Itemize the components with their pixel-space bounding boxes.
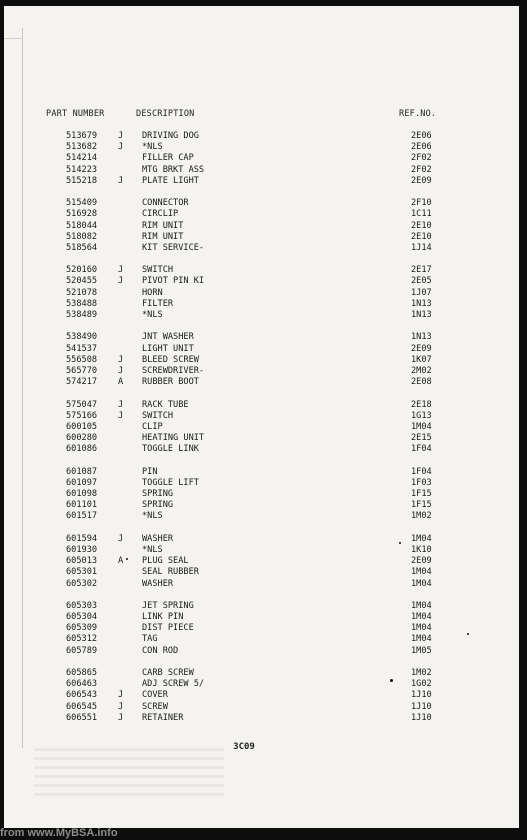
ref-number-cell: 1F03: [411, 477, 432, 488]
description-cell: SWITCH: [142, 410, 174, 421]
part-number-cell: 605304: [66, 612, 98, 623]
table-row: [4, 165, 519, 176]
ref-number-cell: 1F04: [411, 466, 432, 477]
ref-number-cell: 1M04: [411, 623, 432, 634]
description-cell: ADJ SCREW 5/: [142, 679, 205, 690]
table-row: [4, 478, 519, 489]
ref-number-cell: 1K10: [411, 544, 432, 555]
description-cell: TOGGLE LINK: [142, 444, 199, 455]
flag-cell: J: [118, 276, 124, 287]
ref-number-cell: 2E09: [411, 556, 432, 567]
group-gap: [4, 523, 519, 534]
table-row: [4, 232, 519, 243]
table-row: [4, 411, 519, 422]
ref-number-cell: 2F02: [411, 164, 432, 175]
table-row: [4, 668, 519, 679]
part-number-cell: 520455: [66, 276, 98, 287]
table-row: [4, 534, 519, 545]
description-cell: PLUG SEAL: [142, 556, 189, 567]
ref-number-cell: 1M04: [411, 600, 432, 611]
ref-number-cell: 2E06: [411, 142, 432, 153]
part-number-cell: 516928: [66, 209, 98, 220]
part-number-cell: 605789: [66, 645, 98, 656]
ref-number-cell: 1M04: [411, 634, 432, 645]
ref-number-cell: 1N13: [411, 298, 432, 309]
table-row: [4, 176, 519, 187]
speck: [126, 558, 128, 560]
ref-number-cell: 2E18: [411, 399, 432, 410]
ref-number-cell: 1J10: [411, 712, 432, 723]
catalogue-page: [4, 6, 519, 828]
description-cell: RIM UNIT: [142, 220, 184, 231]
ref-number-cell: 2M02: [411, 365, 432, 376]
description-cell: SEAL RUBBER: [142, 567, 199, 578]
table-row: [4, 646, 519, 657]
table-row: [4, 243, 519, 254]
part-number-cell: 518044: [66, 220, 98, 231]
table-row: [4, 634, 519, 645]
table-row: [4, 153, 519, 164]
ref-number-cell: 2E05: [411, 276, 432, 287]
flag-cell: J: [118, 701, 124, 712]
table-row: [4, 612, 519, 623]
part-number-cell: 514223: [66, 164, 98, 175]
ref-number-cell: 1F15: [411, 489, 432, 499]
ref-number-cell: 1G13: [411, 410, 432, 421]
group-gap: [4, 657, 519, 668]
flag-cell: J: [118, 365, 124, 376]
description-cell: DRIVING DOG: [142, 131, 199, 141]
description-cell: CARB SCREW: [142, 668, 194, 678]
description-cell: SPRING: [142, 500, 174, 511]
description-cell: COVER: [142, 690, 168, 701]
flag-cell: J: [118, 131, 124, 141]
flag-cell: J: [118, 712, 124, 723]
table-row: [4, 131, 519, 142]
part-number-cell: 605312: [66, 634, 98, 645]
table-row: [4, 332, 519, 343]
ref-number-cell: 2E15: [411, 433, 432, 444]
part-number-cell: 515218: [66, 175, 98, 186]
group-gap: [4, 590, 519, 601]
description-cell: SPRING: [142, 489, 174, 499]
table-row: [4, 288, 519, 299]
description-cell: LIGHT UNIT: [142, 343, 194, 354]
faint-bleed-through: [34, 748, 224, 798]
ref-number-cell: 1J14: [411, 242, 432, 253]
table-row: [4, 377, 519, 388]
description-cell: CLIP: [142, 421, 163, 432]
footer-watermark: from www.MyBSA.info: [0, 827, 118, 839]
table-row: [4, 623, 519, 634]
description-cell: LINK PIN: [142, 612, 184, 623]
flag-cell: J: [118, 410, 124, 421]
group-gap: [4, 321, 519, 332]
part-number-cell: 601086: [66, 444, 98, 455]
description-cell: CON ROD: [142, 645, 179, 656]
table-row: [4, 567, 519, 578]
description-cell: PIN: [142, 466, 158, 477]
ref-number-cell: 2E09: [411, 175, 432, 186]
table-row: [4, 366, 519, 377]
description-cell: HORN: [142, 287, 163, 298]
table-row: [4, 690, 519, 701]
description-cell: CONNECTOR: [142, 198, 189, 209]
ref-number-cell: 1J10: [411, 701, 432, 712]
group-gap: [4, 455, 519, 466]
part-number-cell: 515409: [66, 198, 98, 209]
part-number-cell: 605302: [66, 578, 98, 589]
table-row: [4, 500, 519, 511]
group-gap: [4, 388, 519, 399]
margin-tick: [4, 38, 22, 39]
description-cell: WASHER: [142, 533, 174, 544]
ref-number-cell: 2E08: [411, 377, 432, 388]
flag-cell: J: [118, 533, 124, 544]
description-cell: FILTER: [142, 298, 174, 309]
table-row: [4, 400, 519, 411]
part-number-cell: 574217: [66, 377, 98, 388]
ref-number-cell: 1F04: [411, 444, 432, 455]
table-row: [4, 467, 519, 478]
speck: [390, 679, 393, 682]
description-cell: SCREW: [142, 701, 168, 712]
table-row: [4, 276, 519, 287]
part-number-cell: 600105: [66, 421, 98, 432]
part-number-cell: 541537: [66, 343, 98, 354]
ref-number-cell: 1J10: [411, 690, 432, 701]
flag-cell: J: [118, 265, 124, 276]
part-number-cell: 605301: [66, 567, 98, 578]
table-row: [4, 142, 519, 153]
description-cell: SCREWDRIVER-: [142, 365, 205, 376]
part-number-cell: 606543: [66, 690, 98, 701]
ref-number-cell: 1M04: [411, 578, 432, 589]
ref-number-cell: 1M02: [411, 668, 432, 678]
table-row: [4, 702, 519, 713]
group-gap: [4, 187, 519, 198]
page-number: 3C09: [233, 742, 255, 752]
ref-number-cell: 1M04: [411, 612, 432, 623]
part-number-cell: 601930: [66, 544, 98, 555]
ref-number-cell: 2F02: [411, 153, 432, 164]
part-number-cell: 518082: [66, 231, 98, 242]
part-number-cell: 605303: [66, 600, 98, 611]
ref-number-cell: 1N13: [411, 310, 432, 320]
part-number-cell: 605013: [66, 556, 98, 567]
ref-number-cell: 2E17: [411, 265, 432, 276]
ref-number-cell: 2E10: [411, 220, 432, 231]
ref-number-cell: 2E09: [411, 343, 432, 354]
table-row: [4, 545, 519, 556]
part-number-cell: 601101: [66, 500, 98, 511]
header-part-number: PART NUMBER: [46, 109, 105, 119]
description-cell: RUBBER BOOT: [142, 377, 199, 388]
part-number-cell: 601594: [66, 533, 98, 544]
part-number-cell: 518564: [66, 242, 98, 253]
part-number-cell: 605865: [66, 668, 98, 678]
table-row: [4, 355, 519, 366]
part-number-cell: 575047: [66, 399, 98, 410]
group-gap: [4, 254, 519, 265]
ref-number-cell: 2E10: [411, 231, 432, 242]
part-number-cell: 606545: [66, 701, 98, 712]
speck: [467, 633, 469, 635]
ref-number-cell: 2E06: [411, 131, 432, 141]
table-row: [4, 422, 519, 433]
table-row: [4, 601, 519, 612]
table-row: [4, 265, 519, 276]
description-cell: RIM UNIT: [142, 231, 184, 242]
description-cell: FILLER CAP: [142, 153, 194, 164]
description-cell: CIRCLIP: [142, 209, 179, 220]
flag-cell: A: [118, 377, 124, 388]
description-cell: TAG: [142, 634, 158, 645]
part-number-cell: 606463: [66, 679, 98, 690]
table-row: [4, 489, 519, 500]
ref-number-cell: 1M05: [411, 645, 432, 656]
part-number-cell: 520160: [66, 265, 98, 276]
description-cell: MTG BRKT ASS: [142, 164, 205, 175]
part-number-cell: 538488: [66, 298, 98, 309]
table-row: [4, 511, 519, 522]
description-cell: *NLS: [142, 544, 163, 555]
description-cell: DIST PIECE: [142, 623, 194, 634]
part-number-cell: 513682: [66, 142, 98, 153]
table-row: [4, 579, 519, 590]
ref-number-cell: 1K07: [411, 354, 432, 365]
part-number-cell: 565770: [66, 365, 98, 376]
table-row: [4, 556, 519, 567]
ref-number-cell: 1M04: [411, 567, 432, 578]
description-cell: JNT WASHER: [142, 332, 194, 343]
part-number-cell: 600280: [66, 433, 98, 444]
ref-number-cell: 1G02: [411, 679, 432, 690]
table-row: [4, 444, 519, 455]
description-cell: JET SPRING: [142, 600, 194, 611]
description-cell: *NLS: [142, 142, 163, 153]
flag-cell: J: [118, 175, 124, 186]
ref-number-cell: 1J07: [411, 287, 432, 298]
part-number-cell: 605309: [66, 623, 98, 634]
description-cell: PIVOT PIN KI: [142, 276, 205, 287]
description-cell: HEATING UNIT: [142, 433, 205, 444]
table-row: [4, 310, 519, 321]
speck: [399, 542, 401, 544]
description-cell: RETAINER: [142, 712, 184, 723]
ref-number-cell: 1M04: [411, 533, 432, 544]
part-number-cell: 521078: [66, 287, 98, 298]
part-number-cell: 601517: [66, 511, 98, 522]
part-number-cell: 575166: [66, 410, 98, 421]
ref-number-cell: 1M02: [411, 511, 432, 522]
flag-cell: J: [118, 399, 124, 410]
header-ref-no: REF.NO.: [399, 109, 437, 119]
ref-number-cell: 1C11: [411, 209, 432, 220]
table-row: [4, 713, 519, 724]
part-number-cell: 601087: [66, 466, 98, 477]
flag-cell: J: [118, 690, 124, 701]
table-row: [4, 198, 519, 209]
description-cell: RACK TUBE: [142, 399, 189, 410]
flag-cell: J: [118, 142, 124, 153]
parts-table: [4, 131, 519, 724]
ref-number-cell: 1M04: [411, 421, 432, 432]
table-row: [4, 433, 519, 444]
description-cell: *NLS: [142, 511, 163, 522]
ref-number-cell: 1F15: [411, 500, 432, 511]
ref-number-cell: 2F10: [411, 198, 432, 209]
description-cell: SWITCH: [142, 265, 174, 276]
flag-cell: A: [118, 556, 124, 567]
description-cell: WASHER: [142, 578, 174, 589]
part-number-cell: 514214: [66, 153, 98, 164]
ref-number-cell: 1N13: [411, 332, 432, 343]
part-number-cell: 538490: [66, 332, 98, 343]
part-number-cell: 606551: [66, 712, 98, 723]
flag-cell: J: [118, 354, 124, 365]
part-number-cell: 556508: [66, 354, 98, 365]
description-cell: *NLS: [142, 310, 163, 320]
description-cell: PLATE LIGHT: [142, 175, 199, 186]
description-cell: KIT SERVICE-: [142, 242, 205, 253]
part-number-cell: 601098: [66, 489, 98, 499]
table-row: [4, 344, 519, 355]
table-row: [4, 299, 519, 310]
header-description: DESCRIPTION: [136, 109, 195, 119]
part-number-cell: 513679: [66, 131, 98, 141]
part-number-cell: 538489: [66, 310, 98, 320]
table-row: [4, 209, 519, 220]
description-cell: TOGGLE LIFT: [142, 477, 199, 488]
table-row: [4, 221, 519, 232]
part-number-cell: 601097: [66, 477, 98, 488]
description-cell: BLEED SCREW: [142, 354, 199, 365]
table-row: [4, 679, 519, 690]
